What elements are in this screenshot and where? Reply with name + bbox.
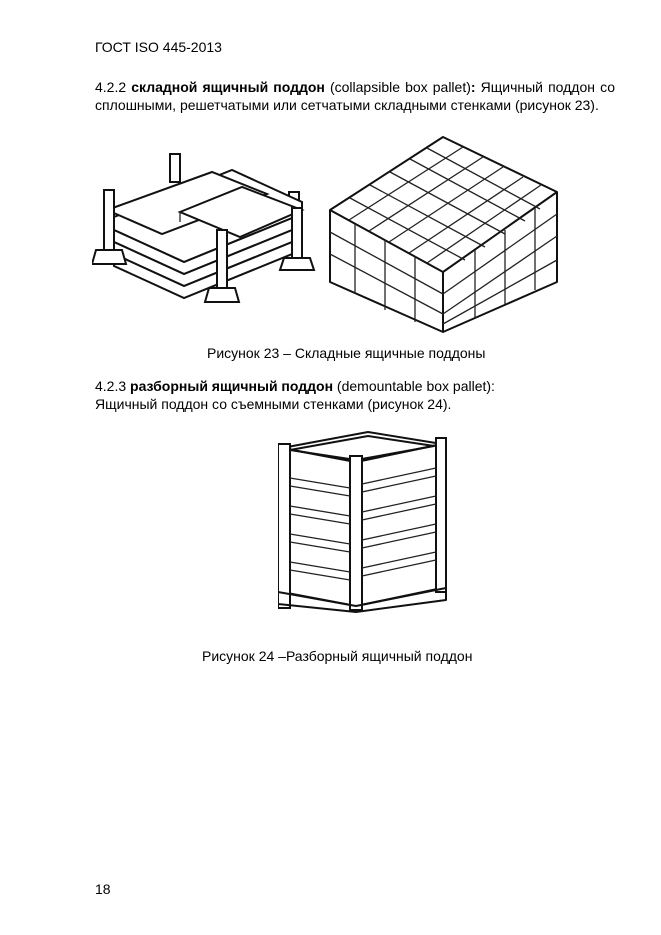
term-english: (collapsible box pallet) bbox=[324, 79, 471, 95]
section-4-2-3 bbox=[95, 377, 615, 413]
figure-24-caption: Рисунок 24 –Разборный ящичный поддон bbox=[202, 648, 473, 664]
figure-23-caption: Рисунок 23 – Складные ящичные поддоны bbox=[207, 345, 486, 361]
term-definition: Ящичный поддон со съемными стенками (рисунок 24). bbox=[95, 396, 452, 412]
document-header: ГОСТ ISO 445-2013 bbox=[95, 39, 222, 55]
section-number: 4.2.2 bbox=[95, 79, 132, 95]
term-colon: : bbox=[470, 79, 476, 95]
section-4-2-2 bbox=[95, 78, 615, 114]
page-number: 18 bbox=[95, 881, 111, 897]
term-collapsible-box-pallet: складной ящичный поддон bbox=[131, 79, 325, 95]
figure-24-demountable-pallet-illustration bbox=[278, 428, 448, 613]
term-english: (demountable box pallet): bbox=[333, 378, 495, 394]
term-definition: Ящичный поддон со сплошными, решетчатыми или сетчатыми складными стенками (рисунок 23). bbox=[95, 79, 616, 113]
figure-23-lattice-pallet-illustration bbox=[325, 132, 565, 337]
section-number: 4.2.3 bbox=[95, 378, 131, 394]
figure-23-folded-pallet-illustration bbox=[92, 152, 332, 312]
term-demountable-box-pallet: разборный ящичный поддон bbox=[130, 378, 334, 394]
